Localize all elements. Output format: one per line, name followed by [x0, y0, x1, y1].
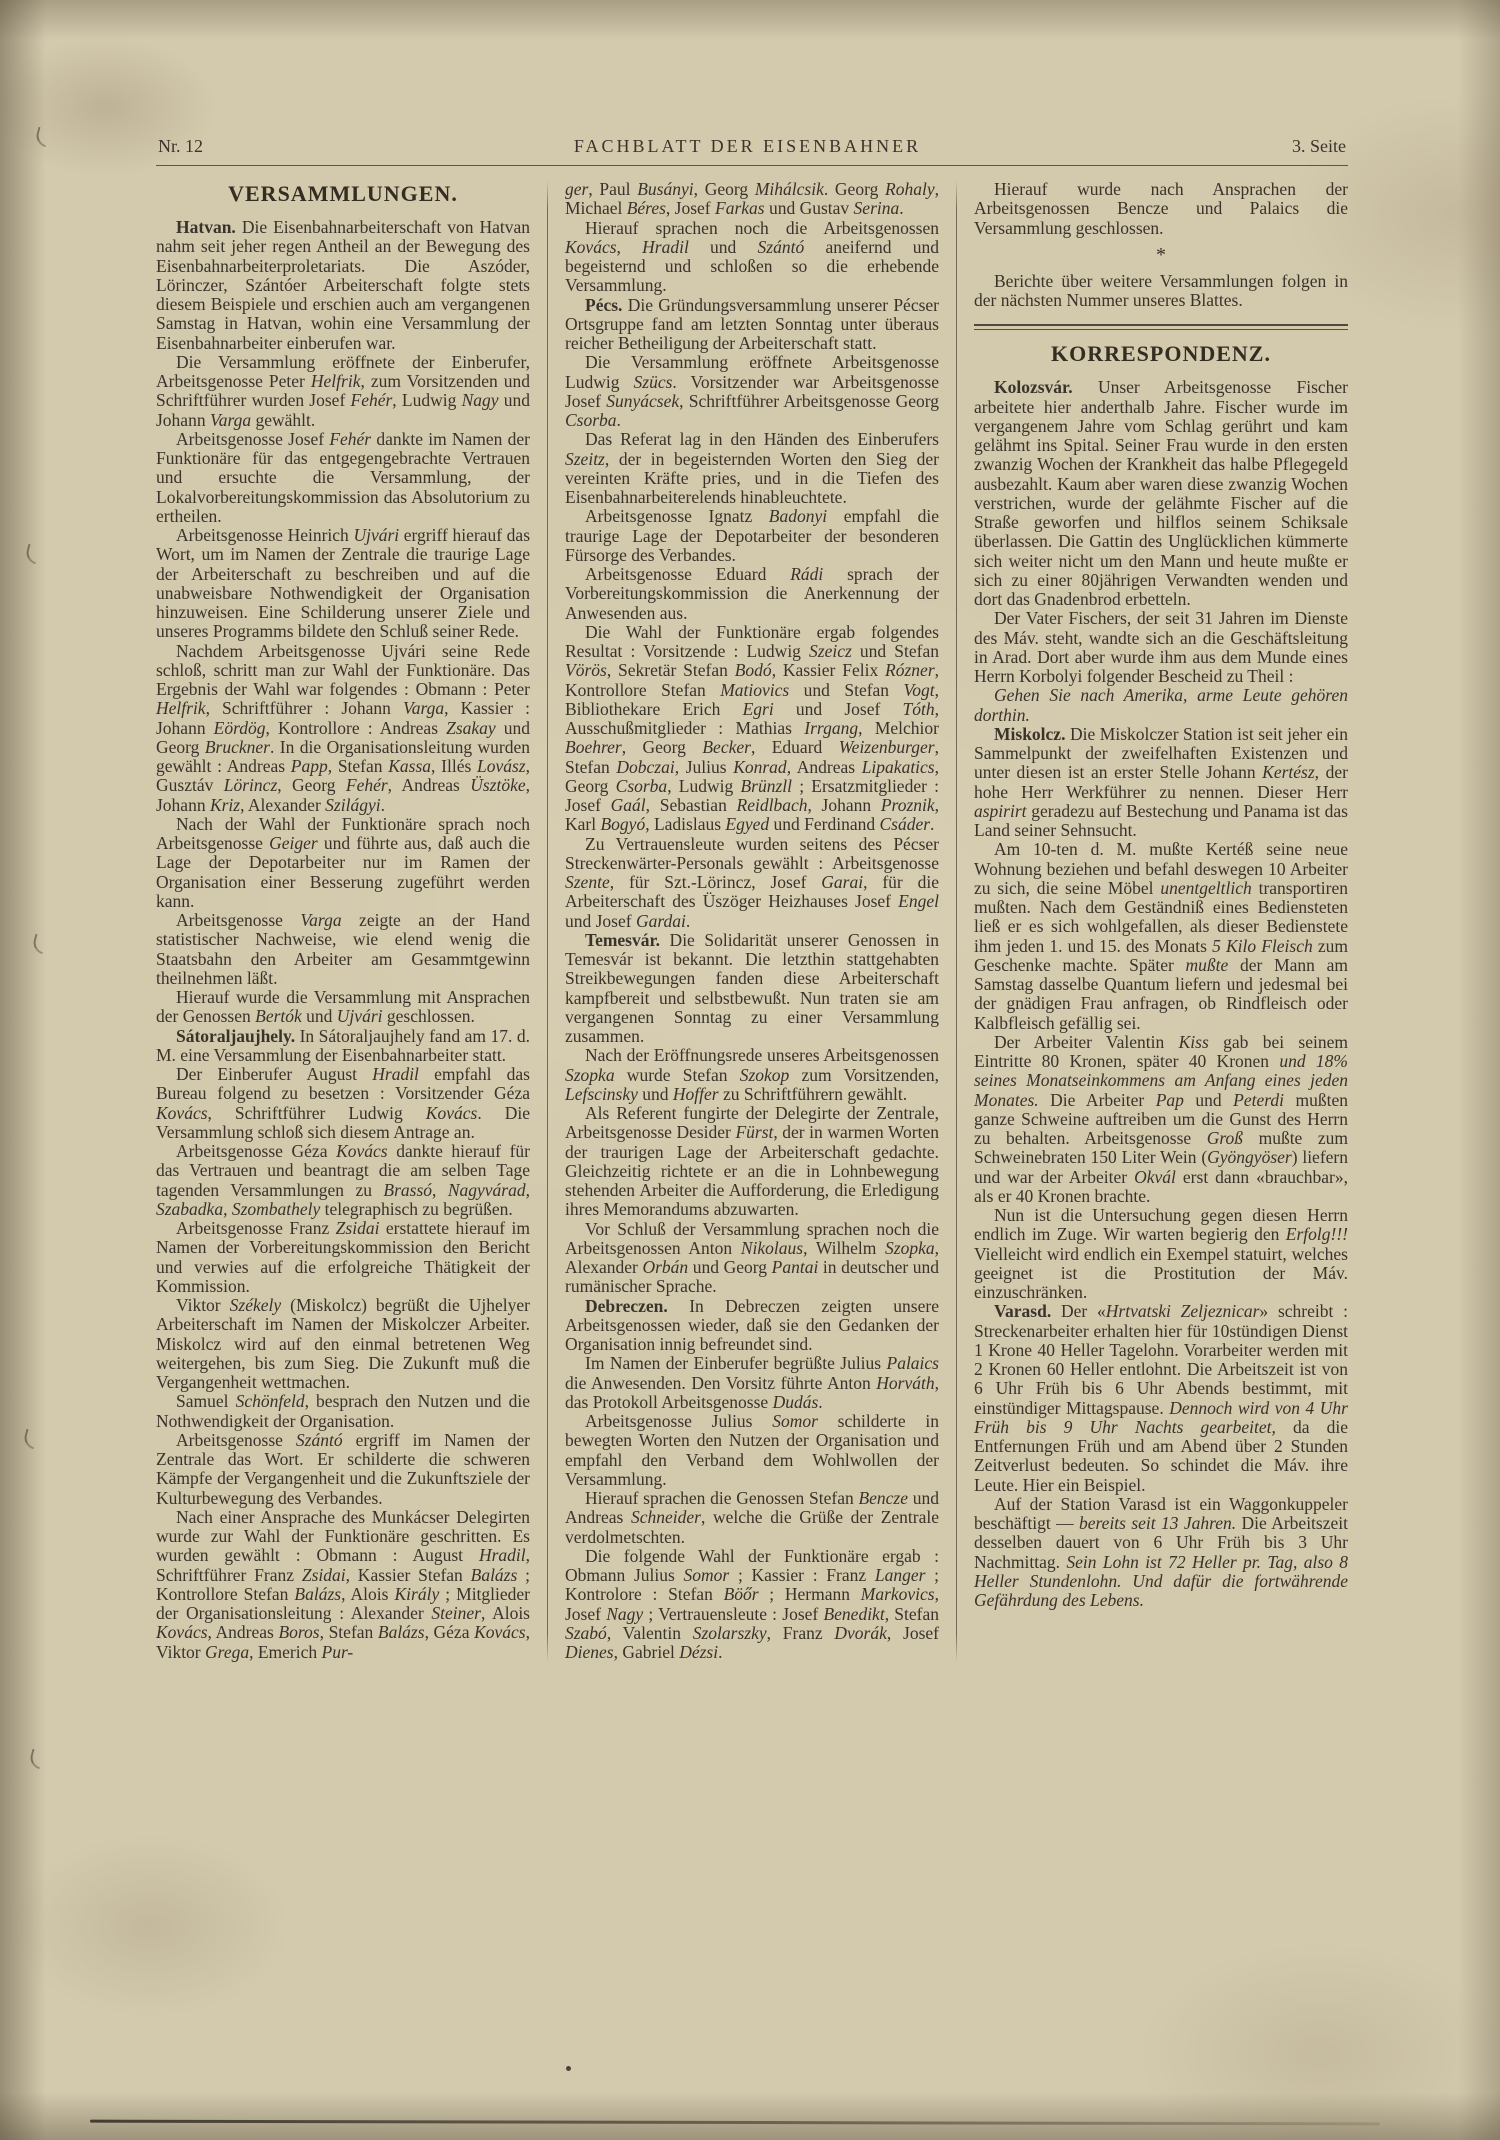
column-1: [156, 180, 530, 1662]
paragraph: Im Namen der Einberufer begrüßte Julius Palaics die Anwesenden. Den Vorsitz führte Anton Horváth, das Protokoll Arbeitsgenosse Dudás.: [565, 1353, 939, 1412]
paragraph: Zu Vertrauensleute wurden seitens des Pécser Streckenwärter-Personals gewählt : Arbeitsgenosse Szente, für Szt.-Lörincz, Josef Garai, für die Arbeiterschaft des Üszöger Heizhauses Josef Engel und Josef Gardai.: [565, 833, 939, 931]
paragraph: Arbeitsgenosse Heinrich Ujvári ergriff hierauf das Wort, um im Namen der Zentrale die traurige Lage der Arbeiterschaft zu beschreiben und auf die unabweisbare Nothwendigkeit der Organisation hinzuweisen. Eine Schilderung unserer Ziele und unseres Programms bildete den Schluß seiner Rede.: [156, 525, 530, 642]
paragraph: Auf der Station Varasd ist ein Waggonkuppeler beschäftigt — bereits seit 13 Jahren. Die Arbeitszeit desselben dauert von 6 Uhr Früh bis 3 Uhr Nachmittag. Sein Lohn ist 72 Heller pr. Tag, also 8 Heller Stundenlohn. Und dafür die fortwährende Gefährdung des Lebens.: [974, 1493, 1348, 1611]
ink-spot-artifact: [566, 2066, 571, 2071]
paragraph: Die Versammlung eröffnete der Einberufer, Arbeitsgenosse Peter Helfrik, zum Vorsitzenden und Schriftführer wurden Josef Fehér, Ludwig Nagy und Johann Varga gewählt.: [156, 351, 530, 430]
paragraph: Samuel Schönfeld, besprach den Nutzen und die Nothwendigkeit der Organisation.: [156, 1391, 530, 1431]
masthead-rule: [156, 165, 1348, 166]
paragraph: Nach einer Ansprache des Munkácser Delegirten wurde zur Wahl der Funktionäre geschritten. Es wurden gewählt : Obmann : August Hradil, Schriftführer Franz Zsidai, Kassier Stefan Balázs ; Kontrollore Stefan Balázs, Alois Király ; Mitglieder der Organisationsleitung : Alexander Steiner, Alois Kovács, Andreas Boros, Stefan Balázs, Géza Kovács, Viktor Grega, Emerich Pur-: [156, 1506, 530, 1662]
paragraph: Vor Schluß der Versammlung sprachen noch die Arbeitsgenossen Anton Nikolaus, Wilhelm Szopka, Alexander Orbán und Georg Pantai in deutscher und rumänischer Sprache.: [565, 1218, 940, 1297]
paragraph: Gehen Sie nach Amerika, arme Leute gehören dorthin.: [974, 685, 1348, 725]
paragraph: Viktor Székely (Miskolcz) begrüßt die Ujhelyer Arbeiterschaft im Namen der Miskolczer Arbeiter. Miskolcz wird auf den einmal betretenen Weg weitergehen, bis zum Sieg. Die Zukunft muß die Vergangenheit wettmachen.: [156, 1295, 530, 1393]
paragraph: Debreczen. In Debreczen zeigten unsere Arbeitsgenossen wieder, daß sie den Gedanken der Organisation innig befreundet sind.: [565, 1295, 939, 1354]
paragraph: Sátoraljaujhely. In Sátoraljaujhely fand am 17. d. M. eine Versammlung der Eisenbahnarbeiter statt.: [156, 1025, 530, 1065]
paragraph: Hierauf sprachen die Genossen Stefan Bencze und Andreas Schneider, welche die Grüße der Zentrale verdolmetschten.: [565, 1488, 940, 1547]
paragraph-lead: Pécs.: [585, 294, 623, 315]
section-divider-rule: [974, 324, 1348, 330]
paragraph: Die Wahl der Funktionäre ergab folgendes Resultat : Vorsitzende : Ludwig Szeicz und Stefan Vörös, Sekretär Stefan Bodó, Kassier Felix Rózner, Kontrollore Stefan Matiovics und Stefan Vogt, Bibliothekare Erich Egri und Josef Tóth, Ausschußmitglieder : Mathias Irrgang, Melchior Boehrer, Georg Becker, Eduard Weizenburger, Stefan Dobczai, Julius Konrad, Andreas Lipakatics, Georg Csorba, Ludwig Brünzll ; Ersatzmitglieder : Josef Gaál, Sebastian Reidlbach, Johann Proznik, Karl Bogyó, Ladislaus Egyed und Ferdinand Csáder.: [565, 621, 940, 835]
paragraph: Arbeitsgenosse Julius Somor schilderte in bewegten Worten den Nutzen der Organisation und empfahl den Verband dem Wohlwollen der Versammlung.: [565, 1411, 939, 1489]
paragraph: Am 10-ten d. M. mußte Kertéß seine neue Wohnung beziehen und befahl deswegen 10 Arbeiter zu sich, die seine Möbel unentgeltlich transportiren mußten. Nach dem Geständniß eines Bediensteten ließ er es sich wohlgefallen, als dieser Bedienstete ihm jeden 1. und 15. des Monats 5 Kilo Fleisch zum Geschenke machte. Später mußte der Mann am Samstag dasselbe Quantum liefern und jedesmal bei der gnädigen Frau anfragen, ob Rindfleisch oder Kalbfleisch gefällig sei.: [974, 839, 1348, 1033]
paragraph: Arbeitsgenosse Szántó ergriff im Namen der Zentrale das Wort. Er schilderte die schweren Kämpfe der Vergangenheit und die Zukunftsziele der Kulturbewegung des Verbandes.: [156, 1429, 530, 1508]
paragraph: Hierauf wurde nach Ansprachen der Arbeitsgenossen Bencze und Palaics die Versammlung geschlossen.: [974, 179, 1348, 238]
column-area: [156, 180, 1348, 1662]
paragraph: Hatvan. Die Eisenbahnarbeiterschaft von Hatvan nahm seit jeher regen Antheil an der Bewegung des Eisenbahnarbeiterproletariats. Die Aszóder, Lörinczer, Szántóer Arbeiterschaft folgte stets diesem Beispiele und erschien auch am vergangenen Samstag in Hatvan, wohin eine Versammlung der Eisenbahnarbeiter einberufen war.: [156, 217, 530, 353]
column-divider: [956, 180, 957, 1662]
paragraph: Als Referent fungirte der Delegirte der Zentrale, Arbeitsgenosse Desider Fürst, der in warmen Worten der traurigen Lage der Arbeiterschaft gedachte. Gleichzeitig richtete er an die in Lohnbewegung stehenden Arbeiter die Aufforderung, die Erledigung ihres Memorandums abzuwarten.: [565, 1103, 939, 1220]
paragraph-lead: Kolozsvár.: [994, 377, 1073, 398]
page-number: 3. Seite: [1291, 136, 1346, 156]
paragraph: Hierauf wurde die Versammlung mit Ansprachen der Genossen Bertók und Ujvári geschlossen.: [156, 987, 530, 1027]
paragraph: Arbeitsgenosse Ignatz Badonyi empfahl die traurige Lage der Depotarbeiter der besonderen Fürsorge des Verbandes.: [565, 506, 939, 565]
column-3: [974, 180, 1348, 1662]
paragraph: Kolozsvár. Unser Arbeitsgenosse Fischer arbeitete hier anderthalb Jahre. Fischer wurde im vergangenem Jahre vom Schlag gerührt und kam gelähmt ins Spital. Seiner Frau wurde in den ersten zwanzig Wochen der Krankheit das halbe Pflegegeld ausbezahlt. Kaum aber waren diese zwanzig Wochen verstrichen, wurde der gelähmte Fischer auf die Straße geworfen und hilflos seinem Schiksale überlassen. Die Gattin des Unglücklichen kümmerte sich weiter nicht um den Mann und heute mußte er sich zu einer 80jährigen Verwandten wenden und dort das Gnadenbrod erbetteln.: [974, 377, 1348, 610]
newspaper-page: [156, 136, 1348, 1662]
column-divider: [547, 180, 548, 1662]
paragraph: Arbeitsgenosse Franz Zsidai erstattete hierauf im Namen der Vorbereitungskommission den Bericht und verwies auf die erfolgreiche Thätigkeit der Kommission.: [156, 1218, 530, 1296]
paragraph: Temesvár. Die Solidarität unserer Genossen in Temesvár ist bekannt. Die letzthin stattgehabten Streikbewegungen fanden diese Arbeiterschaft kampfbereit und selbstbewußt. Nun traten sie am vergangenen Sonntag zu einer Versammlung zusammen.: [565, 929, 939, 1046]
section-heading: VERSAMMLUNGEN.: [228, 181, 458, 206]
section-heading: KORRESPONDENZ.: [1051, 341, 1271, 367]
issue-number: Nr. 12: [158, 136, 203, 156]
paragraph: Varasd. Der «Hrtvatski Zeljeznicar» schreibt : Streckenarbeiter erhalten hier für 10stündigen Dienst 1 Krone 40 Heller Tagelohn. Vorarbeiter werden mit 2 Kronen 60 Heller entlohnt. Die Arbeitszeit ist von 6 Uhr Früh bis 6 Uhr Abends bestimmt, mit einstündiger Mittagspause. Dennoch wird von 4 Uhr Früh bis 9 Uhr Nachts gearbeitet, da die Entfernungen Früh und am Abend über 2 Stunden Zeitverlust bedeuten. So schindet die Máv. ihre Leute. Hier ein Beispiel.: [974, 1301, 1348, 1495]
paragraph: Nun ist die Untersuchung gegen diesen Herrn endlich im Zuge. Wir warten begierig den Erfolg!!! Vielleicht wird endlich ein Exempel statuirt, welches geeignet ist die Prostitution der Máv. einzuschränken.: [974, 1205, 1348, 1303]
paragraph-lead: Temesvár.: [585, 929, 661, 950]
paragraph: Der Vater Fischers, der seit 31 Jahren im Dienste des Máv. steht, wandte sich an die Geschäftsleitung in Arad. Dort aber wurde ihm aus dem Munde eines Herrn Korbolyi folgender Bescheid zu Theil :: [974, 608, 1348, 687]
paragraph-lead: Varasd.: [994, 1301, 1052, 1322]
paragraph: Arbeitsgenosse Josef Fehér dankte im Namen der Funktionäre für das entgegengebrachte Vertrauen und ersuchte die Versammlung, der Lokalvorbereitungskommission das Absolutorium zu ertheilen.: [156, 428, 530, 526]
paragraph: Berichte über weitere Versammlungen folgen in der nächsten Nummer unseres Blattes.: [974, 270, 1348, 310]
paragraph: Die folgende Wahl der Funktionäre ergab : Obmann Julius Somor ; Kassier : Franz Langer ; Kontrolore : Stefan Böőr ; Hermann Markovics, Josef Nagy ; Vertrauensleute : Josef Benedikt, Stefan Szabó, Valentin Szolarszky, Franz Dvorák, Josef Dienes, Gabriel Dézsi.: [565, 1545, 939, 1662]
paragraph: Arbeitsgenosse Géza Kovács dankte hierauf für das Vertrauen und beantragt die am selben Tage tagenden Versammlungen zu Brassó, Nagyvárad, Szabadka, Szombathely telegraphisch zu begrüßen.: [156, 1141, 530, 1219]
paragraph: Nachdem Arbeitsgenosse Ujvári seine Rede schloß, schritt man zur Wahl der Funktionäre. Das Ergebnis der Wahl war folgendes : Obmann : Peter Helfrik, Schriftführer : Johann Varga, Kassier : Johann Eördög, Kontrollore : Andreas Zsakay und Georg Bruckner. In die Organisationsleitung wurden gewählt : Andreas Papp, Stefan Kassa, Illés Lovász, Gusztáv Lörincz, Georg Fehér, Andreas Üsztöke, Johann Kriz, Alexander Szilágyi.: [156, 640, 531, 815]
paragraph: Der Einberufer August Hradil empfahl das Bureau folgend zu besetzen : Vorsitzender Géza Kovács, Schriftführer Ludwig Kovács. Die Versammlung schloß sich diesem Antrage an.: [156, 1064, 530, 1142]
paragraph-lead: Hatvan.: [176, 217, 236, 238]
paragraph: Nach der Wahl der Funktionäre sprach noch Arbeitsgenosse Geiger und führte aus, daß auch die Lage der Depotarbeiter nur im Ramen der Organisation einer Besserung zugeführt werden kann.: [156, 813, 530, 911]
paragraph-lead: Sátoraljaujhely.: [176, 1025, 296, 1046]
paragraph: Arbeitsgenosse Varga zeigte an der Hand statistischer Nachweise, wie elend wenig die Staatsbahn den Arbeiter am Gesammtgewinn theilnehmen läßt.: [156, 910, 530, 988]
paragraph-lead: Miskolcz.: [994, 723, 1066, 744]
masthead-title: FACHBLATT DER EISENBAHNER: [573, 136, 922, 156]
paragraph: Arbeitsgenosse Eduard Rádi sprach der Vorbereitungskommission die Anerkennung der Anwesenden aus.: [565, 564, 939, 623]
paragraph: Pécs. Die Gründungsversammlung unserer Pécser Ortsgruppe fand am letzten Sonntag unter überaus reicher Betheiligung der Arbeiterschaft statt.: [565, 294, 939, 353]
paragraph: Nach der Eröffnungsrede unseres Arbeitsgenossen Szopka wurde Stefan Szokop zum Vorsitzenden, Lefscinsky und Hoffer zu Schriftführern gewählt.: [565, 1045, 939, 1104]
paragraph: Die Versammlung eröffnete Arbeitsgenosse Ludwig Szücs. Vorsitzender war Arbeitsgenosse Josef Sunyácsek, Schriftführer Arbeitsgenosse Georg Csorba.: [565, 352, 939, 430]
asterisk-separator: *: [1156, 243, 1166, 266]
paragraph-lead: Debreczen.: [585, 1295, 668, 1316]
column-2: [565, 180, 939, 1662]
paragraph: ger, Paul Busányi, Georg Mihálcsik. Georg Rohaly, Michael Béres, Josef Farkas und Gustav Serina.: [565, 179, 939, 219]
paragraph: Der Arbeiter Valentin Kiss gab bei seinem Eintritte 80 Kronen, später 40 Kronen und 18% seines Monatseinkommens am Anfang eines jeden Monates. Die Arbeiter Pap und Peterdi mußten ganze Schweine auftreiben um die Gunst des Herrn zu behalten. Arbeitsgenosse Groß mußte zum Schweinebraten 150 Liter Wein (Gyöngyöser) liefern und war der Arbeiter Okvál erst dann «brauchbar», als er 40 Kronen brachte.: [974, 1031, 1349, 1206]
paragraph: Das Referat lag in den Händen des Einberufers Szeitz, der in begeisternden Worten den Sieg der vereinten Kräfte pries, und in die Tiefen des Eisenbahnarbeiterelends hinableuchtete.: [565, 429, 939, 507]
paragraph: Miskolcz. Die Miskolczer Station ist seit jeher ein Sammelpunkt der zweifelhaften Existenzen und unter diesen ist an erster Stelle Johann Kertész, der hohe Herr Werkführer zu nennen. Dieser Herr aspirirt geradezu auf Bestechung und Panama ist das Land seiner Sehnsucht.: [974, 723, 1348, 841]
paragraph: Hierauf sprachen noch die Arbeitsgenossen Kovács, Hradil und Szántó aneifernd und begeisternd und schloßen so die erhebende Versammlung.: [565, 217, 940, 296]
masthead: [156, 136, 1348, 165]
